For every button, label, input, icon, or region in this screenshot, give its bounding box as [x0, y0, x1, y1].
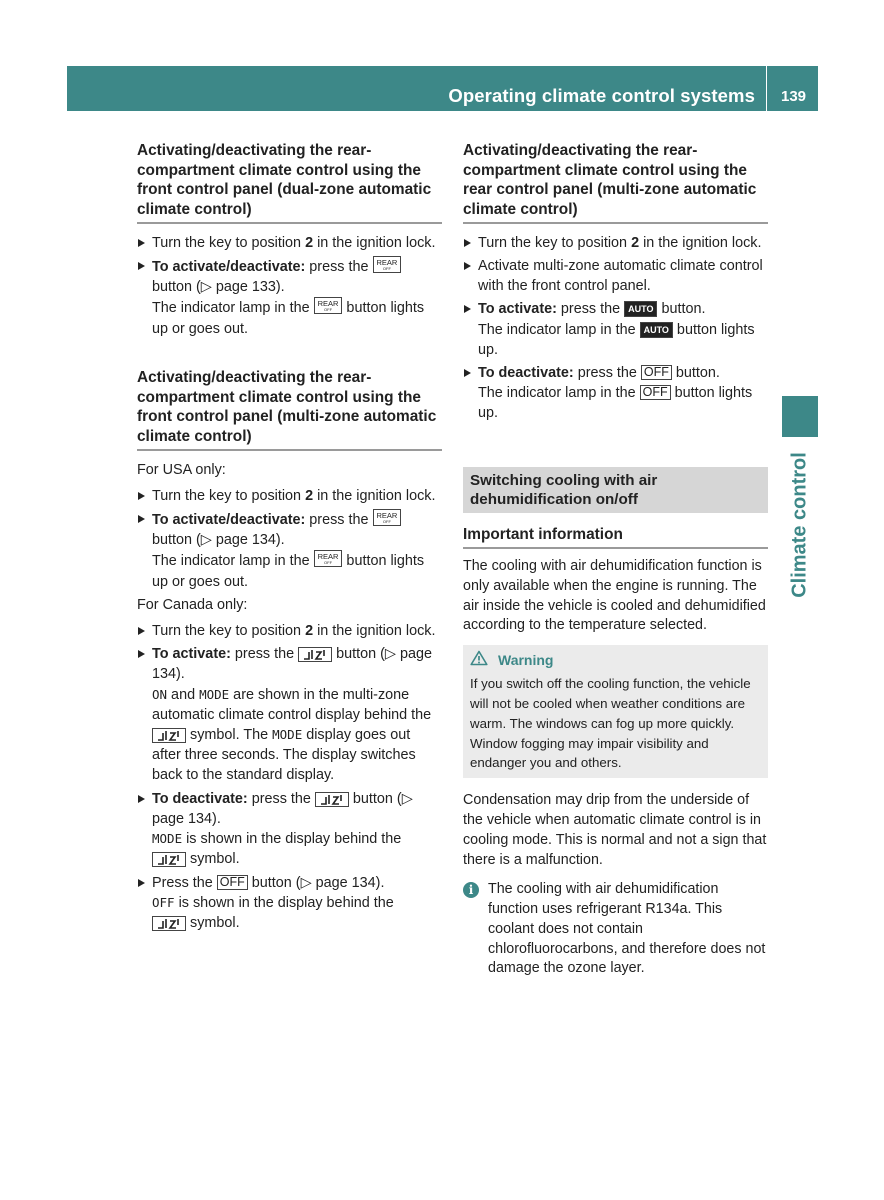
- list-item: Turn the key to position 2 in the ignition lock.: [137, 486, 442, 506]
- list-item: Turn the key to position 2 in the ignition lock.: [463, 233, 768, 253]
- paragraph-condensation: Condensation may drip from the underside of the vehicle when automatic climate control is in cooling mode. This is normal and not a sign that there is a malfunction.: [463, 792, 767, 868]
- cooling-fan-symbol-icon: [298, 647, 332, 662]
- header-title: Operating climate control systems: [448, 85, 755, 106]
- header-divider: [766, 66, 767, 111]
- section-heading-multi-zone-rear: Activating/deactivating the rear-compartment climate control using the rear control panel (multi-zone automatic climate control): [463, 141, 768, 224]
- paragraph-cooling-availability: The cooling with air dehumidification function is only available when the engine is running. The air inside the vehicle is cooled and dehumidified according to the temperature selected.: [463, 557, 766, 634]
- section-tab-label: Climate control: [788, 452, 811, 598]
- auto-button-icon: AUTO: [640, 322, 673, 338]
- step-list: [137, 233, 442, 339]
- page-number: 139: [780, 88, 807, 105]
- subheading-important-information: Important information: [463, 525, 768, 549]
- off-button-icon: OFF: [217, 875, 248, 890]
- page-header: [67, 66, 818, 111]
- list-item: To deactivate: press the OFF button. The indicator lamp in the OFF button lights up.: [463, 363, 768, 424]
- cooling-fan-symbol-icon: [152, 728, 186, 743]
- region-label-usa: For USA only:: [137, 461, 226, 478]
- list-item: To deactivate: press the button (▷ page 134). MODE is shown in the display behind the symbol.: [137, 789, 442, 870]
- list-item: Turn the key to position 2 in the ignition lock.: [137, 233, 442, 253]
- off-button-icon: OFF: [641, 365, 672, 380]
- step-list: [463, 233, 768, 424]
- right-column: [463, 141, 768, 979]
- off-button-icon: OFF: [640, 385, 671, 400]
- cooling-fan-symbol-icon: [152, 852, 186, 867]
- info-text: The cooling with air dehumidification function uses refrigerant R134a. This coolant does not contain chlorofluorocarbons, and therefore does not damage the ozone layer.: [488, 880, 766, 977]
- warning-triangle-icon: [470, 650, 488, 672]
- list-item: To activate/deactivate: press the REAR OFF button (▷ page 133). The indicator lamp in the REAR OFF button lights up or goes out.: [137, 256, 442, 339]
- rear-button-icon: REAR OFF: [373, 256, 402, 273]
- list-item: Turn the key to position 2 in the ignition lock.: [137, 621, 442, 641]
- rear-button-icon: REAR OFF: [314, 550, 343, 567]
- list-item: To activate: press the button (▷ page 134). ON and MODE are shown in the multi-zone automatic climate control display behind the symbol. The MODE display goes out after three seconds. The display switches back to the standard display.: [137, 644, 442, 785]
- list-item: Activate multi-zone automatic climate control with the front control panel.: [463, 256, 768, 296]
- rear-button-icon: REAR OFF: [373, 509, 402, 526]
- list-item: Press the OFF button (▷ page 134). OFF is shown in the display behind the symbol.: [137, 873, 442, 934]
- info-note: [463, 880, 768, 980]
- cooling-fan-symbol-icon: [315, 792, 349, 807]
- cooling-fan-symbol-icon: [152, 916, 186, 931]
- auto-button-icon: AUTO: [624, 301, 657, 317]
- step-list: [137, 486, 442, 592]
- left-column: [137, 141, 442, 936]
- section-heading-cooling: Switching cooling with air dehumidification on/off: [463, 467, 768, 513]
- list-item: To activate: press the AUTO button. The indicator lamp in the AUTO button lights up.: [463, 299, 768, 360]
- warning-title: Warning: [498, 652, 554, 669]
- section-tab-marker: [782, 396, 818, 437]
- warning-header: [470, 650, 761, 672]
- rear-button-icon: REAR OFF: [314, 297, 343, 314]
- warning-box: [463, 645, 768, 778]
- section-heading-multi-zone-front: Activating/deactivating the rear-compartment climate control using the front control panel (multi-zone automatic climate control): [137, 368, 442, 451]
- section-heading-dual-zone: Activating/deactivating the rear-compartment climate control using the front control panel (dual-zone automatic climate control): [137, 141, 442, 224]
- warning-text: If you switch off the cooling function, the vehicle will not be cooled when weather conditions are warm. The windows can fog up more quickly. Window fogging may impair visibility and endanger you and others.: [470, 676, 751, 771]
- step-list: [137, 621, 442, 933]
- info-icon: i: [463, 882, 479, 898]
- region-label-canada: For Canada only:: [137, 596, 248, 613]
- list-item: To activate/deactivate: press the REAR OFF button (▷ page 134). The indicator lamp in the REAR OFF button lights up or goes out.: [137, 509, 442, 592]
